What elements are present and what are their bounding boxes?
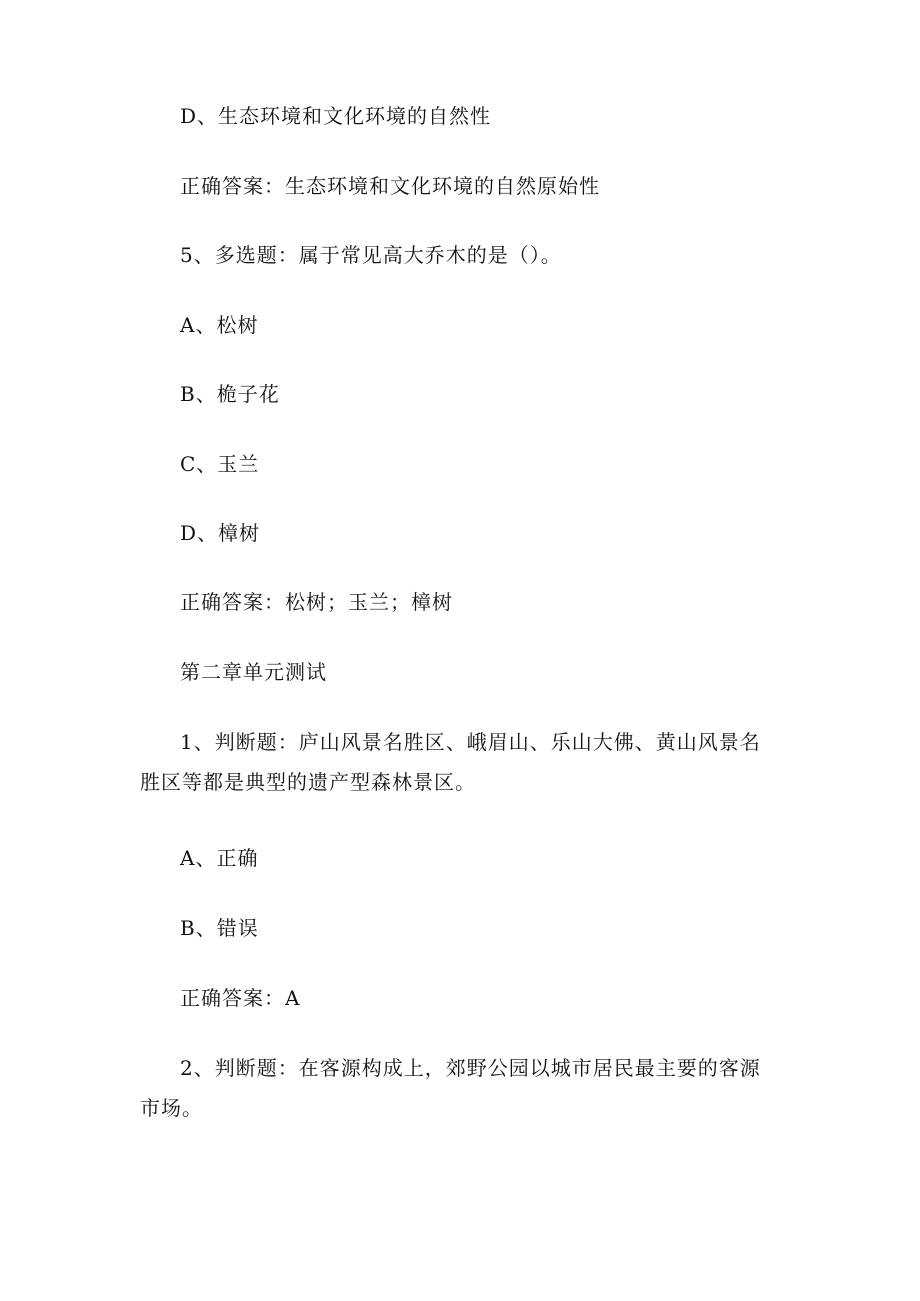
question-ch2-2: 2、判断题：在客源构成上，郊野公园以城市居民最主要的客源市场。 (140, 1056, 761, 1120)
answer-ch2-q1: 正确答案：A (180, 986, 301, 1010)
answer-q5: 正确答案：松树；玉兰；樟树 (180, 590, 453, 614)
option-d-q4: D、生态环境和文化环境的自然性 (180, 104, 492, 128)
option-b-q5: B、桅子花 (180, 382, 280, 406)
question-5: 5、多选题：属于常见高大乔木的是（）。 (180, 243, 562, 267)
option-c-q5: C、玉兰 (180, 452, 260, 476)
answer-q4: 正确答案：生态环境和文化环境的自然原始性 (180, 174, 600, 198)
option-d-q5: D、樟树 (180, 521, 261, 545)
question-ch2-1: 1、判断题：庐山风景名胜区、峨眉山、乐山大佛、黄山风景名胜区等都是典型的遗产型森林景区。 (140, 730, 761, 794)
option-b-ch2-q1: B、错误 (180, 916, 259, 940)
option-a-q5: A、松树 (180, 313, 259, 337)
option-a-ch2-q1: A、正确 (180, 846, 259, 870)
chapter-heading: 第二章单元测试 (180, 660, 327, 684)
